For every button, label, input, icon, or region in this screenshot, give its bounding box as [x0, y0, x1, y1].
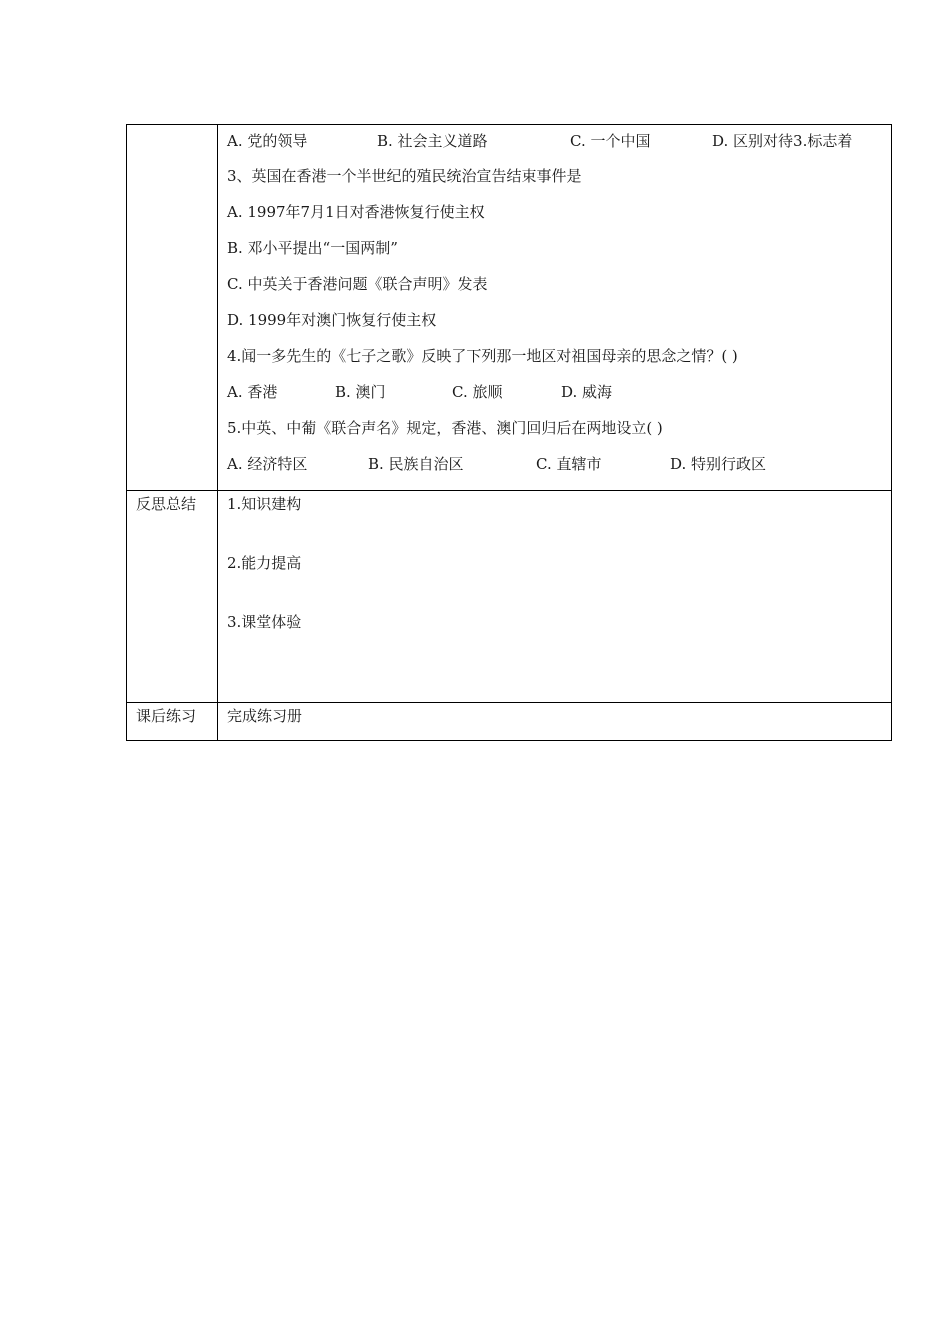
homework-content: 完成练习册 — [227, 707, 303, 725]
reflection-item-knowledge: 1.知识建构 — [227, 495, 302, 513]
lesson-table — [126, 124, 892, 741]
q5-option-d: D. 特别行政区 — [670, 455, 767, 473]
q3-option-d: D. 1999年对澳门恢复行使主权 — [227, 311, 437, 329]
exercise-content-cell — [218, 125, 892, 491]
q3-option-a: A. 1997年7月1日对香港恢复行使主权 — [227, 203, 485, 221]
q2-options-line — [218, 125, 891, 162]
homework-label-cell — [127, 703, 218, 741]
reflection-content-cell — [218, 491, 892, 703]
reflection-row — [127, 491, 892, 703]
q4-option-d: D. 威海 — [561, 383, 613, 401]
reflection-item-ability: 2.能力提高 — [227, 554, 302, 572]
q4-option-a: A. 香港 — [227, 383, 278, 401]
q3-option-b: B. 邓小平提出“一国两制” — [227, 239, 398, 257]
q3-stem: 3、英国在香港一个半世纪的殖民统治宣告结束事件是 — [227, 167, 582, 185]
homework-label: 课后练习 — [136, 707, 197, 725]
exercise-label-cell — [127, 125, 218, 491]
q5-options-line — [218, 450, 891, 486]
exercise-row — [127, 125, 892, 491]
q2-option-b: B. 社会主义道路 — [377, 132, 488, 150]
q4-options-line — [218, 378, 891, 414]
reflection-label-cell — [127, 491, 218, 703]
homework-row — [127, 703, 892, 741]
q3-option-c: C. 中英关于香港问题《联合声明》发表 — [227, 275, 488, 293]
q4-option-b: B. 澳门 — [335, 383, 386, 401]
reflection-label: 反思总结 — [136, 495, 197, 513]
q4-stem: 4.闻一多先生的《七子之歌》反映了下列那一地区对祖国母亲的思念之情？( ) — [227, 347, 738, 365]
q2-option-c: C. 一个中国 — [570, 132, 651, 150]
q5-option-a: A. 经济特区 — [227, 455, 308, 473]
q5-option-c: C. 直辖市 — [536, 455, 602, 473]
q5-stem: 5.中英、中葡《联合声名》规定，香港、澳门回归后在两地设立( ) — [227, 419, 663, 437]
q5-option-b: B. 民族自治区 — [368, 455, 464, 473]
reflection-item-experience: 3.课堂体验 — [227, 613, 302, 631]
q2-option-a: A. 党的领导 — [227, 132, 308, 150]
q2-option-d: D. 区别对待3.标志着 — [712, 132, 853, 150]
homework-content-cell — [218, 703, 892, 741]
q4-option-c: C. 旅顺 — [452, 383, 503, 401]
